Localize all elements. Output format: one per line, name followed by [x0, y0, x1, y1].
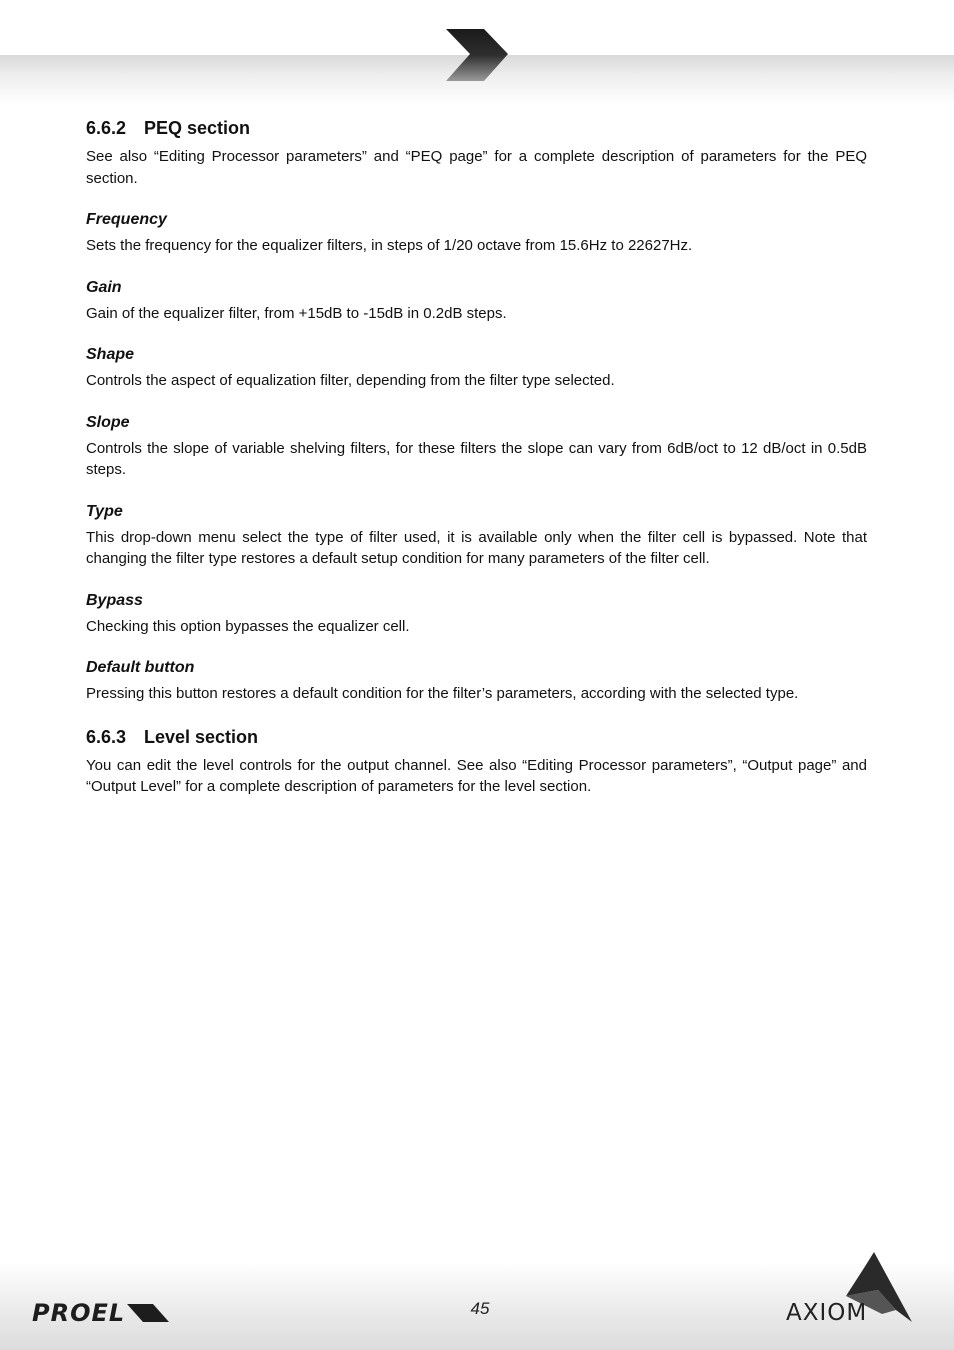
peq-intro-block: [86, 146, 867, 189]
proel-logo-mark: [127, 1302, 171, 1324]
param-bypass: [86, 590, 867, 638]
param-shape: [86, 344, 867, 392]
page-content: [86, 116, 867, 818]
param-title: Slope: [86, 413, 130, 431]
param-title: Bypass: [86, 591, 143, 609]
axiom-logo: [786, 1250, 916, 1330]
level-block: [86, 755, 867, 798]
param-type: [86, 501, 867, 570]
param-title: Gain: [86, 278, 122, 296]
param-description: Sets the frequency for the equalizer filters, in steps of 1/20 octave from 15.6Hz to 22627Hz.: [86, 237, 693, 254]
param-title: Default button: [86, 659, 195, 676]
param-title: Shape: [86, 346, 135, 363]
section-heading-level: 6.6.3 Level section: [86, 726, 259, 747]
param-title: Type: [86, 502, 123, 520]
peq-intro-text: See also “Editing Processor parameters” and “PEQ page” for a complete description of parameters for the PEQ section.: [86, 148, 867, 187]
param-default-button: [86, 657, 867, 705]
param-slope: [86, 412, 867, 481]
param-title: Frequency: [86, 211, 167, 228]
param-description: Controls the aspect of equalization filter, depending from the filter type selected.: [86, 372, 615, 389]
axiom-logo-text: AXIOM: [786, 1300, 868, 1326]
chevron-right-icon: [444, 28, 510, 82]
param-description: Gain of the equalizer filter, from +15dB to -15dB in 0.2dB steps.: [86, 304, 507, 322]
level-text: You can edit the level controls for the output channel. See also “Editing Processor parameters”, “Output page” and “Output Level” for a complete description of parameters for the level section.: [86, 756, 867, 795]
param-description: Pressing this button restores a default condition for the filter’s parameters, according with the selected type.: [86, 685, 799, 702]
section-heading-peq: 6.6.2 PEQ section: [86, 118, 251, 138]
param-frequency: [86, 209, 867, 257]
page-number: 45: [470, 1299, 490, 1318]
param-description: Checking this option bypasses the equalizer cell.: [86, 617, 410, 635]
proel-logo-text: PROEL: [32, 1299, 126, 1327]
param-description: Controls the slope of variable shelving filters, for these filters the slope can vary from 6dB/oct to 12 dB/oct in 0.5dB steps.: [86, 439, 867, 478]
proel-logo: [32, 1298, 171, 1328]
param-description: This drop-down menu select the type of filter used, it is available only when the filter cell is bypassed. Note that changing the filter type restores a default setup condition for many parameters of the filter cell.: [86, 528, 867, 567]
param-gain: [86, 277, 867, 325]
